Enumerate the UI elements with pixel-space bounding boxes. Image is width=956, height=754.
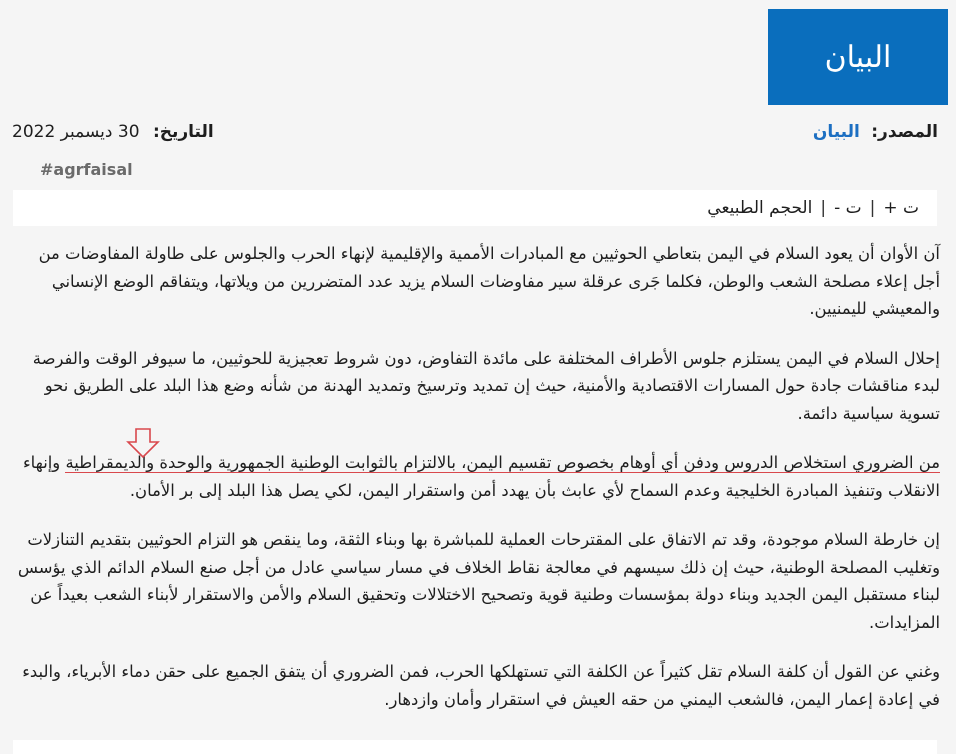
date-meta [12, 122, 214, 142]
article-paragraph: آن الأوان أن يعود السلام في اليمن بتعاطي الحوثيين مع المبادرات الأممية والإقليمية لإنهاء الحرب والجلوس على طاولة المفاوضات من أجل إعلاء مصلحة الشعب والوطن، فكلما جَرى عرقلة سير مفاوضات السلام يزيد عدد المتضررين من ويلاتها، ويتفاقم الوضع الإنساني والمعيشي لليمنيين. [38, 244, 940, 318]
toolbar-separator: | [820, 198, 827, 218]
font-normal-button[interactable]: الحجم الطبيعي [707, 198, 813, 218]
site-logo[interactable] [768, 9, 948, 105]
source-label: المصدر: [871, 122, 938, 142]
article-body [14, 240, 940, 735]
bottom-panel [13, 740, 937, 754]
paragraph-rest-text: وإنهاء الانقلاب وتنفيذ المبادرة الخليجية وعدم السماح لأي عابث بأن يهدد أمن واستقرار اليمن، لكي يصل هذا البلد إلى بر الأمان. [22, 453, 940, 500]
source-link[interactable]: البيان [812, 122, 860, 142]
logo-text: البيان [824, 39, 892, 75]
article-paragraph: إن خارطة السلام موجودة، وقد تم الاتفاق على المقترحات العملية للمباشرة بها وبناء الثقة، وما ينقص هو التزام الحوثيين بتقديم التنازلات وتغليب المصلحة الوطنية، حيث إن ذلك سيسهم في معالجة نقاط الخلاف في مسار سياسي عادل من أجل صنع السلام الدائم الذي يؤسس لبناء مستقبل اليمن الجديد وبناء دولة بمؤسسات وطنية قوية وتصحيح الاختلالات وتحقيق السلام والأمن والاستقرار لأبناء الشعب بعيداً عن المزايدات. [17, 530, 940, 632]
toolbar-separator: | [869, 198, 876, 218]
font-increase-button[interactable]: ت + [883, 198, 919, 218]
font-decrease-button[interactable]: ت - [834, 198, 862, 218]
article-paragraph: وغني عن القول أن كلفة السلام تقل كثيراً عن الكلفة التي تستهلكها الحرب، فمن الضروري أن يتفق الجميع على حقن دماء الأبرياء، والبدء في إعادة إعمار اليمن، فالشعب اليمني من حقه العيش في استقرار وأمان وازدهار. [22, 662, 940, 709]
down-arrow-icon [126, 428, 160, 458]
source-meta [813, 122, 938, 142]
date-label: التاريخ: [152, 122, 214, 142]
font-size-toolbar [13, 190, 937, 226]
date-value: 30 ديسمبر 2022 [12, 122, 140, 142]
hashtag-link[interactable]: #agrfaisal [40, 160, 133, 179]
article-paragraph: إحلال السلام في اليمن يستلزم جلوس الأطراف المختلفة على مائدة التفاوض، دون شروط تعجيزية للحوثيين، ما سيوفر الوقت والفرصة لبدء مناقشات جادة حول المسارات الاقتصادية والأمنية، حيث إن تمديد وترسيخ وتمديد الهدنة من شأنه وضع هذا البلد على الطريق نحو تسوية سياسية دائمة. [32, 348, 940, 423]
highlighted-text: من الضروري استخلاص الدروس ودفن أي أوهام بخصوص تقسيم اليمن، بالالتزام بالثوابت الوطنية الجمهورية والوحدة والديمقراطية [65, 453, 940, 472]
